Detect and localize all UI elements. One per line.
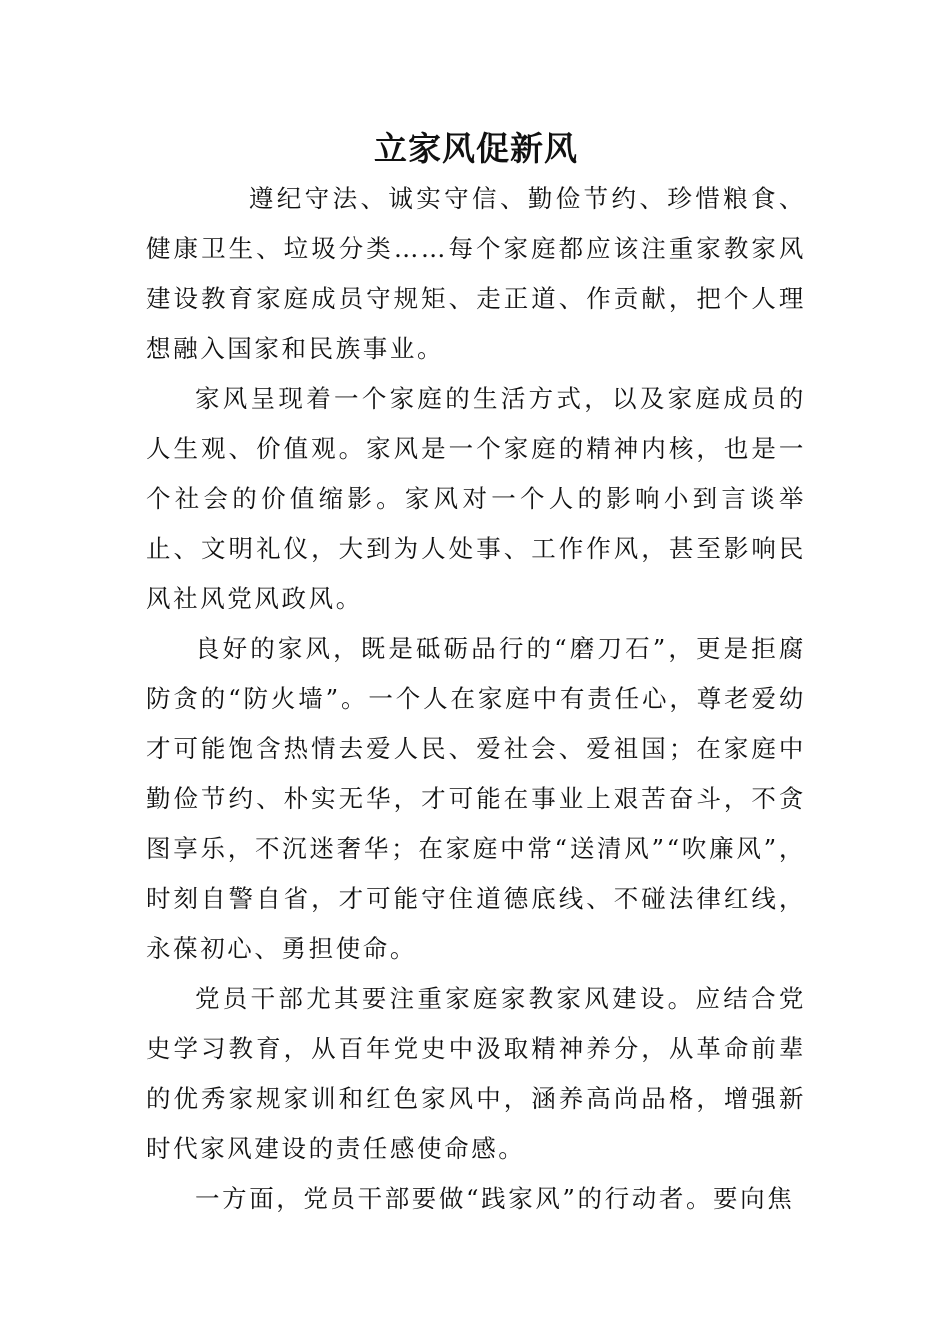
paragraph-1: 遵纪守法、诚实守信、勤俭节约、珍惜粮食、健康卫生、垃圾分类……每个家庭都应该注重家教家风建设教育家庭成员守规矩、走正道、作贡献，把个人理想融入国家和民族事业。 <box>146 184 806 363</box>
paragraph-3: 良好的家风，既是砥砺品行的“磨刀石”，更是拒腐防贪的“防火墙”。一个人在家庭中有责任心，尊老爱幼才可能饱含热情去爱人民、爱社会、爱祖国；在家庭中勤俭节约、朴实无华，才可能在事业上艰苦奋斗，不贪图享乐，不沉迷奢华；在家庭中常“送清风”“吹廉风”，时刻自警自省，才可能守住道德底线、不碰法律红线，永葆初心、勇担使命。 <box>146 634 806 963</box>
paragraph-4: 党员干部尤其要注重家庭家教家风建设。应结合党史学习教育，从百年党史中汲取精神养分，从革命前辈的优秀家规家训和红色家风中，涵养高尚品格，增强新时代家风建设的责任感使命感。 <box>146 984 806 1163</box>
paragraph-2: 家风呈现着一个家庭的生活方式，以及家庭成员的人生观、价值观。家风是一个家庭的精神内核，也是一个社会的价值缩影。家风对一个人的影响小到言谈举止、文明礼仪，大到为人处事、工作作风，甚至影响民风社风党风政风。 <box>146 384 806 613</box>
document-page <box>146 126 806 1224</box>
document-title: 立家风促新风 <box>374 129 578 168</box>
paragraph-5: 一方面，党员干部要做“践家风”的行动者。要向焦 <box>195 1184 795 1213</box>
